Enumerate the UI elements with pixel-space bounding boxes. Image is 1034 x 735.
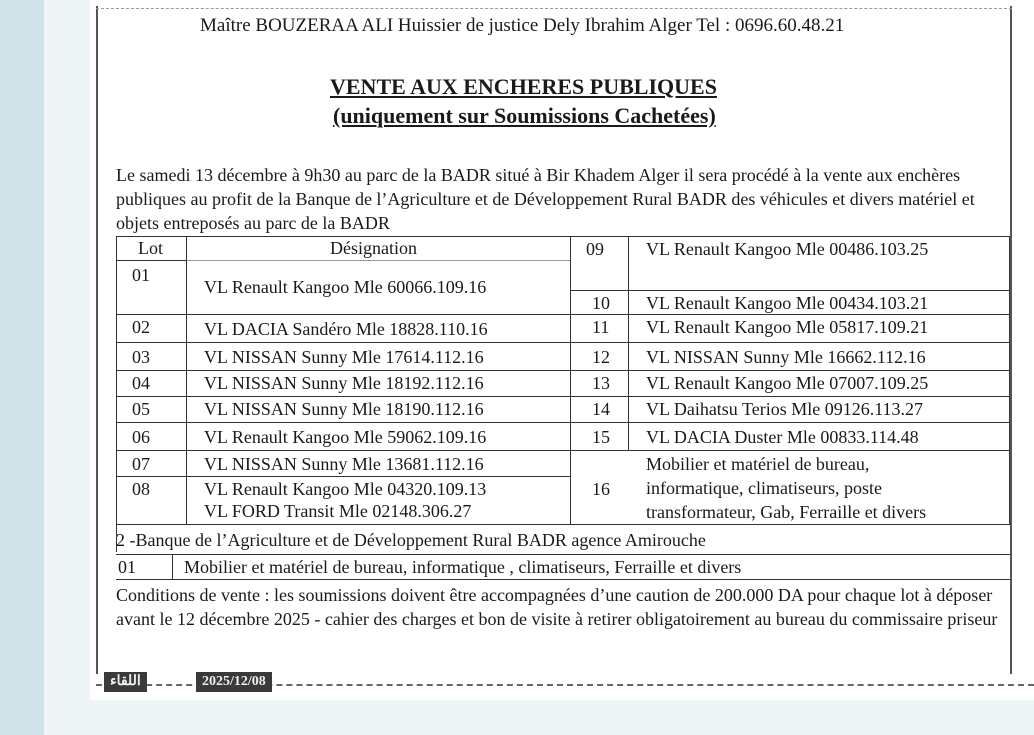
lots-table bbox=[116, 236, 1010, 552]
notice-intro: Le samedi 13 décembre à 9h30 au parc de la BADR situé à Bir Khadem Alger il sera procédé à la vente aux enchères publiques au profit de la Banque de l’Agriculture et de Développement Rural BADR des véhicules et divers matériel et objets entreposés au parc de la BADR bbox=[116, 165, 975, 233]
lot-description: Mobilier et matériel de bureau, bbox=[646, 454, 870, 474]
lot-description-extra: VL FORD Transit Mle 02148.306.27 bbox=[204, 501, 472, 521]
lot-number: 01 bbox=[132, 265, 150, 285]
lot-description: VL Renault Kangoo Mle 05817.109.21 bbox=[646, 317, 929, 337]
lot-number: 06 bbox=[132, 427, 150, 447]
left-margin-strip bbox=[0, 0, 44, 735]
column-header-lot: Lot bbox=[138, 238, 163, 258]
lot-number: 11 bbox=[592, 317, 610, 337]
lot-number: 13 bbox=[592, 373, 610, 393]
lot-description: VL Renault Kangoo Mle 04320.109.13 bbox=[204, 479, 487, 499]
lot-description: VL NISSAN Sunny Mle 18192.112.16 bbox=[204, 373, 484, 393]
lot-description: VL Renault Kangoo Mle 00486.103.25 bbox=[646, 239, 929, 259]
lot-description-extra: informatique, climatiseurs, poste bbox=[646, 478, 882, 498]
lot-number: 09 bbox=[586, 239, 604, 259]
section-2-row bbox=[116, 554, 1010, 580]
lot-description: VL NISSAN Sunny Mle 18190.112.16 bbox=[204, 399, 484, 419]
lot-number: 04 bbox=[132, 373, 150, 393]
lot-description: VL Renault Kangoo Mle 59062.109.16 bbox=[204, 427, 487, 447]
sale-conditions: Conditions de vente : les soumissions doivent être accompagnées d’une caution de 200.000 DA pour chaque lot à déposer avant le 12 décembre 2025 - cahier des charges et bon de visite à retirer obligatoirement au bureau du commissaire priseur bbox=[116, 585, 998, 629]
lot-number: 15 bbox=[592, 427, 610, 447]
lot-number: 16 bbox=[592, 479, 610, 499]
lot-description: VL DACIA Sandéro Mle 18828.110.16 bbox=[204, 319, 488, 339]
lot-description: VL DACIA Duster Mle 00833.114.48 bbox=[646, 427, 919, 447]
notice-header: Maître BOUZERAA ALI Huissier de justice Dely Ibrahim Alger Tel : 0696.60.48.21 bbox=[200, 15, 845, 36]
lot-number: 02 bbox=[132, 317, 150, 337]
lot-description: VL Renault Kangoo Mle 00434.103.21 bbox=[646, 293, 929, 313]
lot-description: VL NISSAN Sunny Mle 13681.112.16 bbox=[204, 454, 484, 474]
notice-title: VENTE AUX ENCHERES PUBLIQUES bbox=[330, 74, 717, 99]
bottom-margin-strip bbox=[44, 700, 1034, 735]
lot-number: 10 bbox=[592, 293, 610, 313]
section-2-heading: 2 -Banque de l’Agriculture et de Développement Rural BADR agence Amirouche bbox=[116, 530, 706, 550]
newspaper-name-tag: اللقاء bbox=[104, 672, 147, 692]
lot-number: 05 bbox=[132, 399, 150, 419]
lot-description: VL NISSAN Sunny Mle 16662.112.16 bbox=[646, 347, 926, 367]
lot-description-extra: transformateur, Gab, Ferraille et divers bbox=[646, 502, 927, 522]
lot-number: 01 bbox=[118, 557, 136, 577]
notice-subtitle: (uniquement sur Soumissions Cachetées) bbox=[333, 103, 716, 128]
top-divider bbox=[96, 8, 1012, 9]
lot-description: VL Daihatsu Terios Mle 09126.113.27 bbox=[646, 399, 924, 419]
lot-number: 14 bbox=[592, 399, 610, 419]
publication-date-tag: 2025/12/08 bbox=[196, 672, 272, 692]
lot-number: 12 bbox=[592, 347, 610, 367]
lot-description: Mobilier et matériel de bureau, informatique , climatiseurs, Ferraille et divers bbox=[184, 557, 742, 577]
lot-description: VL Renault Kangoo Mle 07007.109.25 bbox=[646, 373, 929, 393]
column-header-designation: Désignation bbox=[330, 238, 417, 258]
lot-description: VL NISSAN Sunny Mle 17614.112.16 bbox=[204, 347, 484, 367]
lot-number: 03 bbox=[132, 347, 150, 367]
lot-number: 07 bbox=[132, 454, 150, 474]
lot-number: 08 bbox=[132, 479, 150, 499]
left-margin-strip-light bbox=[44, 0, 90, 735]
lot-description: VL Renault Kangoo Mle 60066.109.16 bbox=[204, 277, 487, 297]
